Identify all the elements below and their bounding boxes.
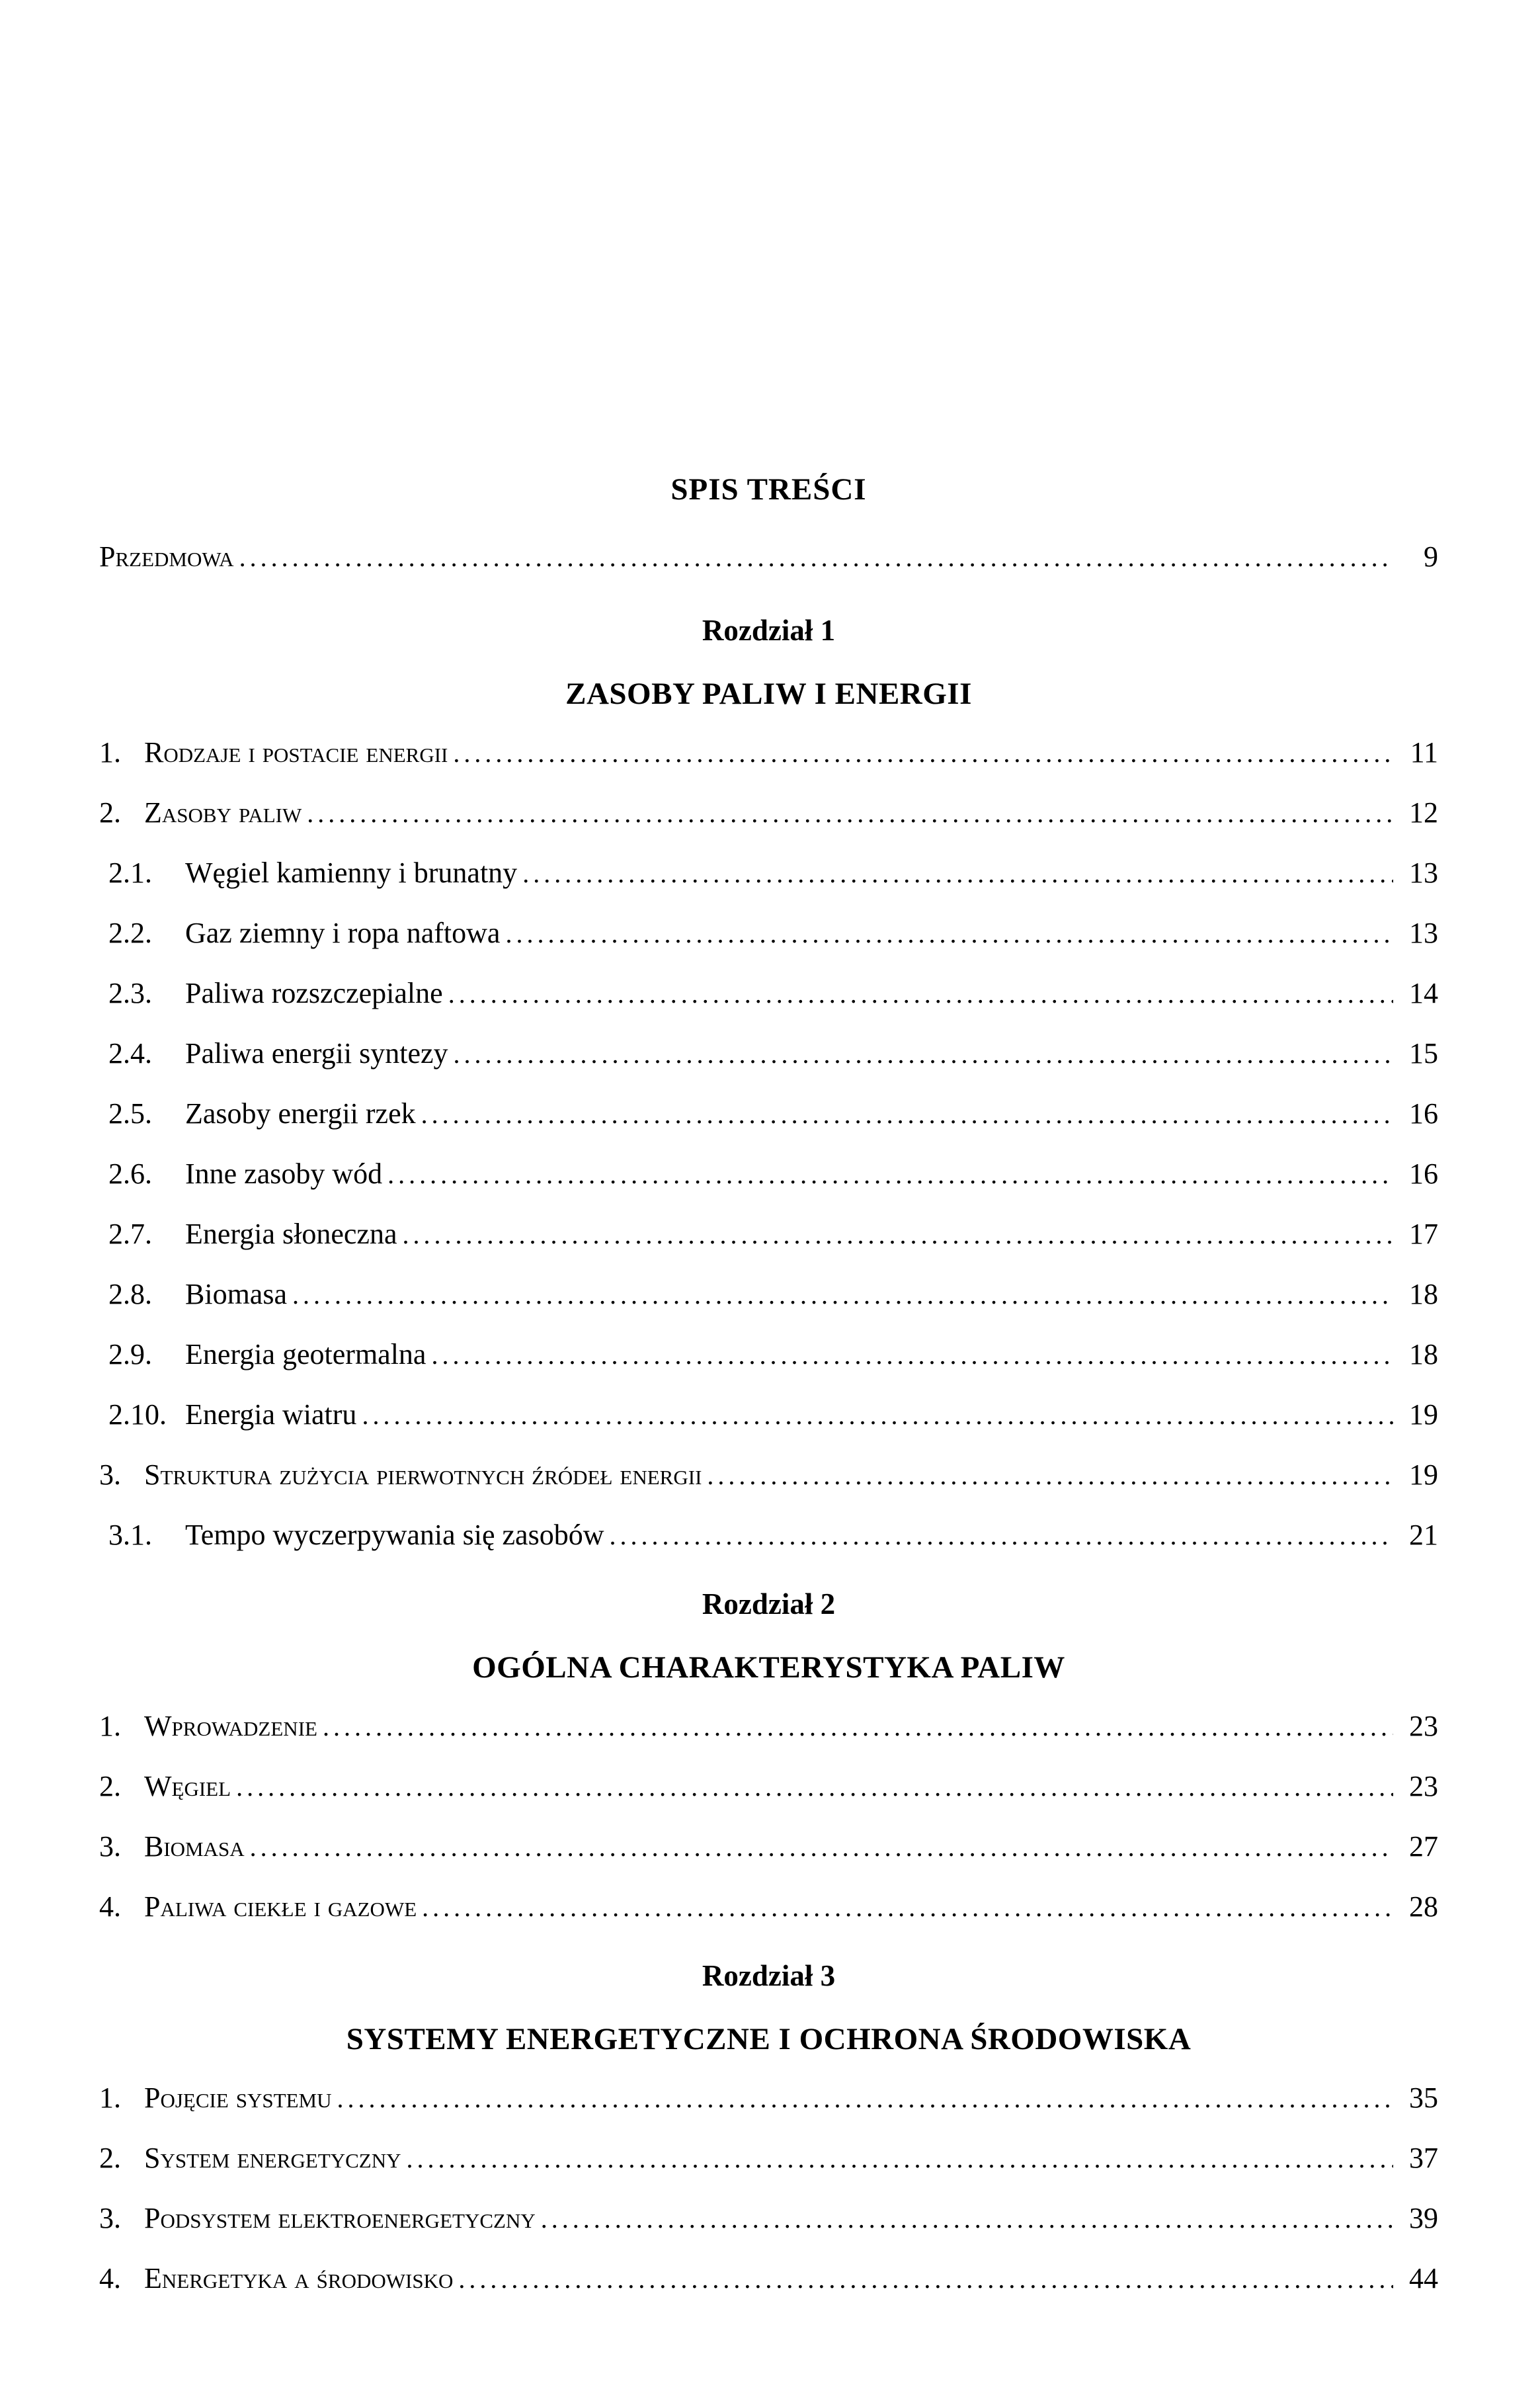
chapter-entries — [99, 723, 1438, 1566]
toc-entry-page: 35 — [1409, 2082, 1438, 2114]
leader-dots — [448, 964, 1393, 1024]
leader-dots — [609, 1506, 1393, 1566]
chapter-heading: Rozdział 1 — [702, 614, 836, 647]
toc-entry-label: Gaz ziemny i ropa naftowa — [185, 917, 501, 949]
toc-entry-label: Energia wiatru — [185, 1398, 357, 1431]
toc-entry-label: Paliwa energii syntezy — [185, 1037, 448, 1070]
toc-entry-number: 2.10. — [108, 1398, 167, 1431]
toc-entry-page: 21 — [1409, 1519, 1438, 1551]
toc-entry-number: 4. — [99, 1890, 121, 1923]
toc-entry-page: 23 — [1409, 1710, 1438, 1742]
toc-entry-label: Inne zasoby wód — [185, 1157, 383, 1190]
chapter-entries — [99, 1697, 1438, 1937]
toc-entry — [99, 843, 1438, 904]
toc-entry-label: Biomasa — [144, 1830, 245, 1863]
toc-entry — [99, 1024, 1438, 1084]
toc-entry-label: Energetyka a środowisko — [144, 2262, 454, 2294]
toc-entry-number: 2.3. — [108, 977, 152, 1009]
leader-dots — [239, 523, 1393, 592]
toc-entry-label: Zasoby paliw — [144, 796, 302, 829]
page-title: SPIS TREŚCI — [670, 472, 867, 507]
toc-entry-number: 2. — [99, 1770, 121, 1802]
leader-dots — [707, 1446, 1393, 1505]
chapter-section — [99, 1570, 1438, 1937]
toc-entry — [99, 2249, 1438, 2309]
toc-entry-number: 2.1. — [108, 857, 152, 889]
leader-dots — [453, 724, 1393, 783]
chapter-section — [99, 1941, 1438, 2309]
leader-dots — [422, 1878, 1393, 1937]
toc-entry-page: 19 — [1409, 1398, 1438, 1431]
toc-entry-number: 2.7. — [108, 1218, 152, 1250]
toc-entry-page: 17 — [1409, 1218, 1438, 1250]
toc-entry — [99, 2189, 1438, 2249]
toc-entry-page: 39 — [1409, 2202, 1438, 2234]
toc-entry-label: Węgiel kamienny i brunatny — [185, 857, 518, 889]
toc-entry-label: Energia słoneczna — [185, 1218, 397, 1250]
chapter-title: SYSTEMY ENERGETYCZNE I OCHRONA ŚRODOWISKA — [346, 2022, 1192, 2056]
toc-entry-number: 2.9. — [108, 1338, 152, 1370]
leader-dots — [387, 1145, 1393, 1204]
chapter-title: ZASOBY PALIW I ENERGII — [565, 677, 972, 711]
toc-entry-label: Pojęcie systemu — [144, 2082, 332, 2114]
chapter-section — [99, 596, 1438, 1566]
toc-entry — [99, 964, 1438, 1024]
chapter-heading: Rozdział 3 — [702, 1959, 836, 1992]
toc-entry-page: 28 — [1409, 1890, 1438, 1923]
chapter-heading: Rozdział 2 — [702, 1587, 836, 1620]
leader-dots — [362, 1386, 1393, 1445]
toc-entry-page: 44 — [1409, 2262, 1438, 2294]
toc-entry-label: Struktura zużycia pierwotnych źródeł energii — [144, 1458, 702, 1491]
toc-entry-page: 15 — [1409, 1037, 1438, 1070]
toc-entry — [99, 1817, 1438, 1877]
leader-dots — [292, 1265, 1393, 1325]
toc-entry-number: 1. — [99, 2082, 121, 2114]
toc-entry-number: 3.1. — [108, 1519, 152, 1551]
toc-entry — [99, 1084, 1438, 1144]
leader-dots — [407, 2129, 1393, 2189]
toc-entry — [99, 904, 1438, 964]
leader-dots — [522, 844, 1393, 904]
leader-dots — [454, 1025, 1393, 1084]
leader-dots — [236, 1757, 1393, 1817]
toc-entry-number: 2.5. — [108, 1097, 152, 1130]
toc-entry-label: Zasoby energii rzek — [185, 1097, 416, 1130]
toc-entry-label: Paliwa rozszczepialne — [185, 977, 443, 1009]
chapter-title: OGÓLNA CHARAKTERYSTYKA PALIW — [472, 1650, 1065, 1685]
toc-entry-number: 1. — [99, 1710, 121, 1742]
leader-dots — [541, 2189, 1393, 2249]
toc-entry-number: 2.2. — [108, 917, 152, 949]
toc-entry-page: 16 — [1409, 1157, 1438, 1190]
toc-entry — [99, 2068, 1438, 2128]
leader-dots — [505, 904, 1393, 964]
toc-entry-number: 2. — [99, 2142, 121, 2174]
toc-entry-number: 2.8. — [108, 1278, 152, 1310]
toc-entry — [99, 1385, 1438, 1445]
toc-entry-page: 18 — [1409, 1278, 1438, 1310]
leader-dots — [323, 1697, 1393, 1757]
toc-entry-page: 14 — [1409, 977, 1438, 1009]
toc-entry-number: 2. — [99, 796, 121, 829]
toc-entry — [99, 1265, 1438, 1325]
leader-dots — [250, 1818, 1393, 1877]
toc-entry — [99, 1697, 1438, 1757]
toc-entry-label: System energetyczny — [144, 2142, 401, 2174]
toc-entry-label: Podsystem elektroenergetyczny — [144, 2202, 536, 2234]
toc-entry-page: 13 — [1409, 917, 1438, 949]
leader-dots — [337, 2069, 1394, 2128]
toc-entry-page: 37 — [1409, 2142, 1438, 2174]
leader-dots — [458, 2250, 1393, 2309]
toc-entry-number: 2.4. — [108, 1037, 152, 1070]
toc-entry-page: 23 — [1409, 1770, 1438, 1802]
toc-entry-page: 27 — [1409, 1830, 1438, 1863]
leader-dots — [421, 1085, 1393, 1144]
toc-entry-label: Biomasa — [185, 1278, 287, 1310]
toc-entry — [99, 1877, 1438, 1937]
toc-entry — [99, 1757, 1438, 1817]
toc-entry-label: Energia geotermalna — [185, 1338, 426, 1370]
toc-entry-label: Tempo wyczerpywania się zasobów — [185, 1519, 604, 1551]
toc-entry-number: 3. — [99, 1830, 121, 1863]
toc-entry-label: Rodzaje i postacie energii — [144, 736, 448, 769]
toc-entry-label: Przedmowa — [99, 540, 234, 573]
toc-entry-number: 3. — [99, 1458, 121, 1491]
leader-dots — [402, 1205, 1393, 1265]
toc-entry-page: 13 — [1409, 857, 1438, 889]
toc-entry-number: 4. — [99, 2262, 121, 2294]
toc-entry-label: Węgiel — [144, 1770, 231, 1802]
toc-entry — [99, 1505, 1438, 1566]
toc-entry-page: 16 — [1409, 1097, 1438, 1130]
toc-entry — [99, 2128, 1438, 2189]
toc-entry-number: 3. — [99, 2202, 121, 2234]
toc-entry-page: 9 — [1424, 540, 1438, 573]
toc-entry — [99, 783, 1438, 843]
toc-entry-number: 2.6. — [108, 1157, 152, 1190]
toc-entry — [99, 723, 1438, 783]
toc-entry-number: 1. — [99, 736, 121, 769]
leader-dots — [431, 1326, 1393, 1385]
toc-entry-preface — [99, 523, 1438, 592]
toc-entry-page: 11 — [1410, 736, 1438, 769]
chapters-container — [99, 596, 1438, 2309]
toc-entry — [99, 1445, 1438, 1505]
toc-entry-label: Wprowadzenie — [144, 1710, 317, 1742]
toc-entry — [99, 1325, 1438, 1385]
toc-entry — [99, 1144, 1438, 1204]
toc-entry-page: 12 — [1409, 796, 1438, 829]
chapter-entries — [99, 2068, 1438, 2309]
toc-entry — [99, 1204, 1438, 1265]
toc-entry-page: 19 — [1409, 1458, 1438, 1491]
leader-dots — [307, 784, 1393, 843]
toc-entry-label: Paliwa ciekłe i gazowe — [144, 1890, 417, 1923]
toc-entry-page: 18 — [1409, 1338, 1438, 1370]
